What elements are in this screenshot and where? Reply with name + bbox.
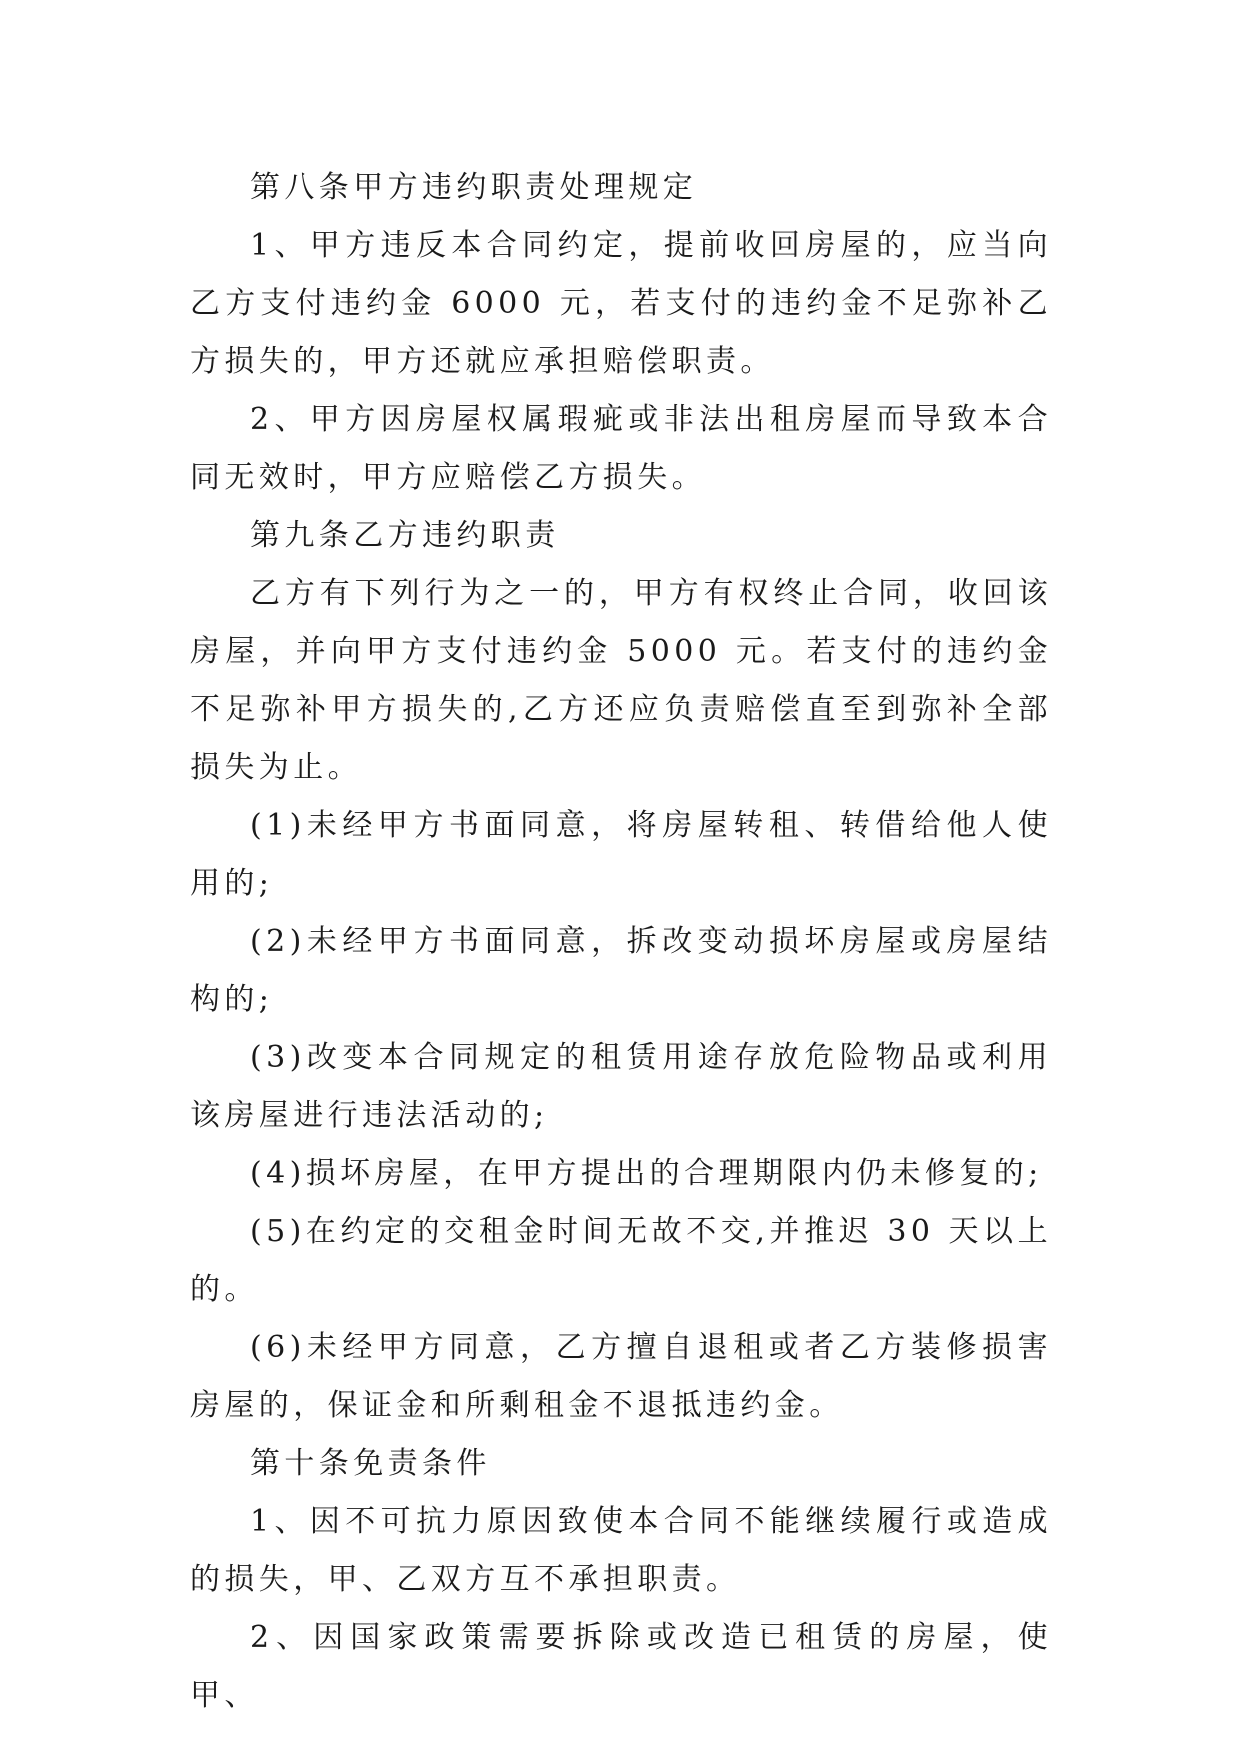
article-9-item-1: (1)未经甲方书面同意，将房屋转租、转借给他人使用的;	[190, 808, 1052, 901]
article-9-item-5: (5)在约定的交租金时间无故不交,并推迟 30 天以上的。	[190, 1214, 1052, 1307]
article-9-heading: 第九条乙方违约职责	[250, 518, 560, 553]
article-9-item-6: (6)未经甲方同意，乙方擅自退租或者乙方装修损害房屋的，保证金和所剩租金不退抵违约金。	[190, 1330, 1052, 1423]
article-10-clause-1: 1、因不可抗力原因致使本合同不能继续履行或造成的损失，甲、乙双方互不承担职责。	[190, 1504, 1052, 1597]
article-8-clause-1: 1、甲方违反本合同约定，提前收回房屋的，应当向乙方支付违约金 6000 元，若支付的违约金不足弥补乙方损失的，甲方还就应承担赔偿职责。	[190, 228, 1052, 379]
article-10-clause-2: 2、因国家政策需要拆除或改造已租赁的房屋，使甲、	[190, 1620, 1052, 1713]
article-9-item-2: (2)未经甲方书面同意，拆改变动损坏房屋或房屋结构的;	[190, 924, 1052, 1017]
article-9-intro: 乙方有下列行为之一的，甲方有权终止合同，收回该房屋，并向甲方支付违约金 5000 元。若支付的违约金不足弥补甲方损失的,乙方还应负责赔偿直至到弥补全部损失为止。	[190, 576, 1052, 785]
article-9-item-4: (4)损坏房屋，在甲方提出的合理期限内仍未修复的;	[250, 1156, 1043, 1191]
document-body	[190, 159, 1052, 1725]
article-10-heading: 第十条免责条件	[250, 1446, 491, 1481]
article-8-heading: 第八条甲方违约职责处理规定	[250, 170, 698, 205]
article-8-clause-2: 2、甲方因房屋权属瑕疵或非法出租房屋而导致本合同无效时，甲方应赔偿乙方损失。	[190, 402, 1052, 495]
article-9-item-3: (3)改变本合同规定的租赁用途存放危险物品或利用该房屋进行违法活动的;	[190, 1040, 1052, 1133]
